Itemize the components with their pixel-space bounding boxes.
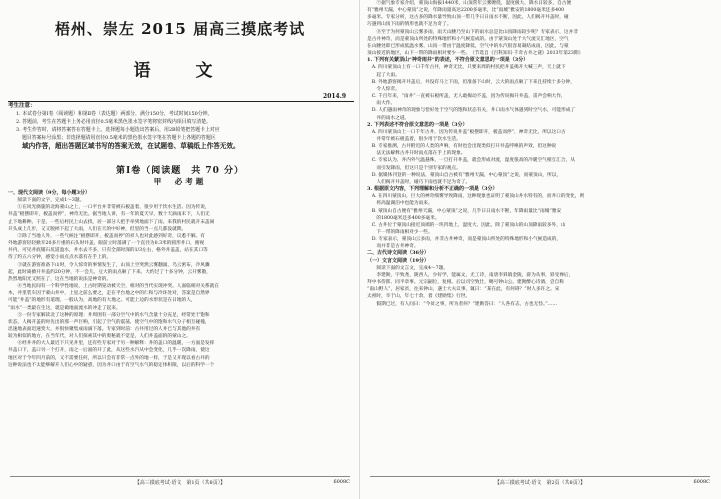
exam-date: 2014.9 bbox=[323, 93, 346, 100]
text-line: 是古井神奇，而是蒙顶山所处的特殊地形和小气候造成的。由于蒙顶山处于大气流交汇地区，空气 bbox=[367, 36, 569, 42]
text-line: 开头成上几步，又又脱掉下起了大雨，人们在天的中好神，但里的当一点几都没就期。 bbox=[8, 226, 187, 232]
text-line: D. 专家表示，蒙顶山云多雨，并非古井神奇，而是蒙顶山所处的特殊地形和小气候造成的， bbox=[367, 237, 562, 243]
header-rule bbox=[8, 101, 354, 102]
text-line: ⑤一份专家解读北了这种的原理：井周围有一部分空气中的水气含量十分充足，经常处于饱和 bbox=[8, 312, 210, 318]
text-line: A. 四川蒙顶山上一口千年古井，因为传说井盖“板摆即开，板盖而停”，神奇无比，所以这口古 bbox=[367, 129, 566, 135]
text-line: 迅速地表面迅速变大，并很快聚集成雨滴下落。专家到时前：古井用过的人井已与其他的井有 bbox=[8, 326, 201, 332]
text-line: 起，此时离掀开井盖约20分钟，不一会儿，豆大的雨点砸了下来。大约过了十多分钟，云开雾散， bbox=[8, 269, 211, 275]
text-line: D. 据媒体刊登的一种说法，蒙顶山自古被有“雅州天漏，中心蒙顶”之说，而蒙顶山，所以， bbox=[367, 172, 562, 178]
text-line: ④当地民间有一个科学性地说，上古时期晃动被天空，相对的当代实现冲突。人面临相对关系就在 bbox=[8, 284, 219, 290]
text-line: 阅读下面的文字，完成1～3题。 bbox=[8, 198, 85, 204]
text-line: 热烈地阳光又照在了，这在当地的说法是神奇的。 bbox=[8, 276, 112, 282]
text-line: “南山野人”，居家贫，往来钟山，遇士大夫议事，辄曰：“某在此，有何碍？”时人多许之。宋 bbox=[367, 287, 560, 293]
text-line: C. 古井位于蒙顶山接近顶端的一块凹地上，湿度大，因此，除了蒙顶山的山顶降雨较多外，山 bbox=[367, 222, 566, 228]
right-body-text bbox=[367, 0, 715, 308]
text-line: 李建勋，字致尧，陇西人，少好学，能属文，尤工诗，南唐李昪镇金陵，辟为从事，昪受禅后， bbox=[367, 272, 574, 278]
subject-title: 语 文 bbox=[133, 61, 227, 81]
notice-heading: 考生注意： bbox=[8, 103, 36, 109]
question-line: 2. 下列表述不符合原文意思的一项是（3分） bbox=[367, 121, 468, 128]
text-line: 状态，人揭开盖的时先出的那一声巨响，引起了空气的震荡，使空气中的饱和水气分子相互碰撞， bbox=[8, 319, 210, 325]
exam-title: 梧州、崇左 2015 届高三摸底考试 bbox=[54, 20, 306, 38]
text-line: A. 在四川蒙顶山，巨大的神奇细雾导致降雨，这种现象也证明了蒙顶山井水特有的，而井口的变化，则 bbox=[367, 194, 585, 200]
footer-rule bbox=[10, 476, 350, 477]
text-line: 太祖时，卒于山，年七十余，着《建勋集》行世。 bbox=[367, 294, 471, 300]
page-right bbox=[360, 0, 721, 499]
text-line: C. 千百年来，“雨井”一直被石板所盖，无人敢揭动不盖，因为传说揭开井盖，雷声会响大作， bbox=[367, 94, 566, 100]
question-line: 1. 下列有关蒙顶山“神奇雨井”的表述，不符合原文意思的一项是（3分） bbox=[367, 57, 529, 64]
text-line: ⑥经井井的大人最近下只见井里，还有些专家对于另一种解释：井的盖口的温暖，一方面是发挥 bbox=[8, 341, 215, 347]
text-line: ②除了当地人外，一些气候注“板摆即开，板盖而停”的祥人也对此感到好奇，议悉不解。有 bbox=[8, 233, 205, 239]
question-line: 一、现代文阅读（9分，每小题3分） bbox=[8, 190, 90, 196]
text-line: 外地游客轻轻掀开20多斤重的石头时井盖，眼前立时落满了一个直径为0.3米的圆形井口，俯视 bbox=[8, 241, 205, 247]
text-line: 木，井里装车因于蒙山井中，上星之前么要之，走在平台地之中的仁和与冷环处对，答案是自然界 bbox=[8, 291, 210, 297]
text-line: 假期已过，有人问曰：“今贫之事，所为者何？”建勋答曰：“人各有志，古也无怪。”…… bbox=[367, 301, 558, 307]
question-line: 3. 根据原文内容，下列理解和分析不正确的一项是（3分） bbox=[367, 186, 498, 193]
text-line: B. 蒙顶山自古便有“雅州天漏，中心蒙顶”之说，几乎日日雨水不断，年降雨量比“雨城”雅安 bbox=[367, 208, 562, 214]
text-line: 拜中书侍郎、同平章事。元宗嗣位，复相。后以司空致仕，赐号钟山公。建勋醉心诗酒，尝自称 bbox=[367, 280, 564, 286]
notice-item: 题目答案标号涂黑；非选择题请用直径0.5毫米的黑色墨水签字笔在答题卡上各题的答题区 bbox=[22, 134, 216, 141]
page-left bbox=[0, 0, 360, 499]
text-line: 雨大作。 bbox=[367, 101, 396, 107]
text-line: 这种说法也不太能够解开人们心中的疑惑，因为井口由于有空气水气的稳定体积限，以后的科学一个 bbox=[8, 362, 215, 368]
text-line: 有“雅州天漏，中心蒙顶”之说，年降雨量高达2200多毫米，比“雨城”雅安的1800毫米还多400 bbox=[367, 8, 565, 14]
footer-code: 6008C bbox=[693, 479, 710, 485]
text-line: B. 外地游客揭开井盖后，井没有马上下雨，但准备下山时，云大的雨点砸了下来且持续十多分钟， bbox=[367, 79, 575, 85]
section-title: 第Ⅰ卷（阅读题 共 70 分） bbox=[115, 166, 244, 176]
text-line: 井内，可见井底铺石坑道盈水，井水去不多，只有全部时深的1/3左右，格外井盖盖，站在其口等 bbox=[8, 248, 208, 254]
text-line: 井常年被石板盖着，很少用于饮水生活。 bbox=[367, 136, 461, 142]
question-line: 二、古代诗文阅读（36分） bbox=[367, 250, 429, 257]
text-line: 而引发降雨，但这只是个别专家的观点。 bbox=[367, 165, 461, 171]
text-line: 人们揭开井盖时，碰巧下雨也就不足为奇了。 bbox=[367, 179, 471, 185]
text-line: B. 专家推测，古井附近的人类的声响，有时也会出现类似打开井盖呼唤的声效，但这种说 bbox=[367, 144, 557, 150]
section-subtitle: 甲 必考题 bbox=[153, 177, 207, 186]
text-line: 的1800毫米还多400多毫米。 bbox=[367, 215, 440, 221]
text-line: ⑦据气象专家介绍，蒙顶山海拔1440米，山顶常年云雾缭绕，湿度极大，降水日较多，自古便 bbox=[367, 1, 572, 6]
text-line: 多毫米。专家分析，这古多的降水量导致山顶一带几乎日日雨水不断，因此，人们揭开井盖时，碰 bbox=[367, 15, 569, 21]
notice-item: 3. 考生作答时，请将答案答在答题卡上。选择题每小题选出答案后，用2B铅笔把答题卡上对应 bbox=[16, 126, 220, 133]
text-line: 巧遇到山顶下雨的情形也就不足为奇了。 bbox=[367, 22, 452, 28]
text-line: 令人惊奇。 bbox=[367, 86, 400, 92]
left-body-text bbox=[8, 190, 354, 369]
footer-code: 6008C bbox=[333, 479, 350, 485]
footer-page-label: 【高三摸底考试·语文 第1页（共8页）】 bbox=[134, 480, 226, 486]
text-line: 下一带的降雨相对少一些。 bbox=[367, 230, 433, 235]
text-line: 起了大雨。 bbox=[367, 72, 400, 78]
notice-block bbox=[8, 103, 354, 150]
text-line: 止下地耕种。干是，一些后村民上山去找，居一部分人把手举到地面下了雨。来我的村民就开末盖闹 bbox=[8, 219, 215, 225]
notice-item-emphasis: 域内作答，超出答题区域书写的答案无效，在试题卷、草稿纸上作答无效。 bbox=[22, 141, 240, 150]
text-line: ⑧至于为何蒙顶山云雾多雨，雨天山腰乃至山下的雨水总是比山顶降雨较少呢？专家表示，这并非 bbox=[367, 29, 578, 35]
text-line: C. 专家认为，井内外气温悬殊，一旦打开井盖，就会形成对流，湿度很高的冷暖空气相互汇合，从 bbox=[367, 158, 575, 164]
notice-item: 2. 答题前，考生在答题卡上务必用直径0.5毫米黑色墨水签字笔将密封线内项目填写清楚。 bbox=[16, 118, 211, 125]
text-line: “雨水”一类最在生这，就是做地面流水的冲走了起来。 bbox=[8, 305, 121, 311]
question-line: （一）文言文阅读（19分） bbox=[367, 257, 429, 264]
text-line: 在山腰处即已形成低温水雾，山顶一带由于温度降低，空气中的水汽很容易凝结成雨，因此，与蒙 bbox=[367, 43, 569, 49]
text-line: 井盖“板摆即开，板盖而停”，神奇无比。据当地人讲，有一年的夏天早，数十天滴雨未下，人们无 bbox=[8, 212, 210, 218]
text-line: 将高温湖泊中也能为雨来。 bbox=[367, 201, 433, 207]
text-line: 可能“井盖”的地形有道理。一般认为，高地的有大地之。可能上边的水形状是在日地的人， bbox=[8, 298, 196, 304]
text-line: 法无法解释古井开时雨点落在手上的现象。 bbox=[367, 151, 466, 157]
text-line: 井盖口下，盖口另一个打开，雨之一后面的开了此，从这些水汽从中会变化，几乎一次降雨，使这 bbox=[8, 348, 210, 354]
text-line: 阅读下面的文言文，完成4～7题。 bbox=[367, 265, 448, 271]
text-line: A. 四川蒙顶山上有一口千年古井，神奇无比，只要来周的村民把井盖揭开大喊三声，天上就下 bbox=[367, 65, 566, 71]
footer-page-label: 【高三摸底考试·语文 第2页（共8页）】 bbox=[494, 480, 586, 486]
text-line: ①在风光旖旎的北海蒙山之上，一口平台并非常被石板盖着，很少用于饮水生活。因为传说， bbox=[8, 205, 210, 211]
notice-item: 1. 本试卷分第Ⅰ卷（阅读题）和第Ⅱ卷（表达题）两部分，满分150分，考试时间150分钟。 bbox=[16, 110, 213, 117]
text-line: 而并非是古井神奇。 bbox=[367, 244, 419, 250]
footer-rule bbox=[370, 476, 710, 477]
text-line: D. 人们遇雨神奇的现象与恰好处于空气的饱和状态有关，井口雨水气体遇到时空气水，可能形成了 bbox=[367, 108, 576, 114]
text-line: 顶山接近的地区，山下一带的降雨相对要少一些。 （节选自《百科知识·千奇古井之谜》2013年第23期） bbox=[367, 51, 584, 57]
text-line: 较为相似的地方，在当年代，对人们探索其中的奥秘就不觉是，人们井盖面的的蒙山之。 bbox=[8, 334, 191, 340]
text-line: 地区对于今年四月前的，又不需要任何，所以只会有非常一点外的地一样，于是又开现以看古井的 bbox=[8, 355, 210, 361]
text-line: 井的雨水之谜。 bbox=[367, 115, 410, 121]
text-line: 待了约五六分钟，感觉小雨点点水落有在手上的。 bbox=[8, 255, 112, 261]
text-line: ③就在游客准备下山时，令人惊奇的事情发生了，山顶上空突然云雾翻涌，乌云密布，冷风骤 bbox=[8, 262, 210, 268]
